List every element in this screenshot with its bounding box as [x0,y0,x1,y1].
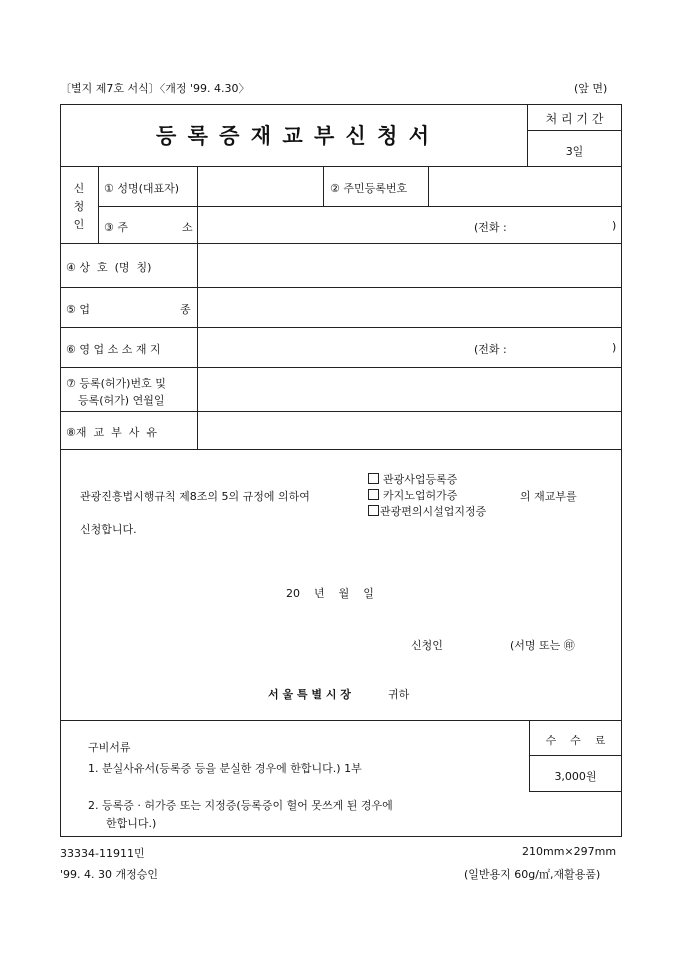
option-convenience-facility[interactable] [368,503,486,519]
address-field[interactable] [199,208,469,242]
approval-date: '99. 4. 30 개정승인 [60,868,159,881]
name-field[interactable] [199,168,322,205]
addressee-suffix: 귀하 [388,688,410,701]
option-casino[interactable] [368,487,457,503]
checkbox-convenience-facility[interactable] [368,505,379,516]
required-documents-title: 구비서류 [88,741,131,754]
form-code: 33334-11911민 [60,847,145,860]
registration-number-label: ⑦ 등록(허가)번호 및 [66,377,166,390]
name-label: ① 성명(대표자) [104,182,180,195]
trade-name-field[interactable] [199,245,619,285]
paper-size: 210mm×297mm [522,845,617,858]
business-type-label-suffix: 종 [180,303,191,316]
form-title: 등 록 증 재 교 부 신 청 서 [155,123,432,148]
address-phone-label: (전화 : [474,221,507,234]
statement-text: 관광진흥법시행규칙 제8조의 5의 규정에 의하여 [80,490,310,503]
applicant-group-label-1: 신 [73,182,85,195]
fee-value: 3,000원 [554,770,597,783]
reissue-reason-field[interactable] [199,413,619,447]
address-label-suffix: 소 [182,221,193,234]
paper-type: (일반용지 60g/㎡,재활용품) [464,868,601,881]
option-tourism-business-label: 관광사업등록증 [383,473,458,486]
option-convenience-facility-label: 관광편의시설업지정증 [380,505,487,518]
required-document-2: 2. 등록증 · 허가증 또는 지정증(등록증이 헐어 못쓰게 된 경우에 [88,799,393,812]
location-label: ⑥ 영 업 소 소 재 지 [66,343,161,356]
required-document-1: 1. 분실사유서(등록증 등을 분실한 경우에 한합니다.) 1부 [88,762,362,775]
checkbox-tourism-business[interactable] [368,473,379,484]
location-phone-close: ) [612,341,617,354]
required-document-2-cont: 한합니다.) [106,817,157,830]
addressee: 서 울 특 별 시 장 [268,688,351,701]
processing-period-value: 3일 [565,145,584,158]
location-field[interactable] [199,329,469,365]
page-side-label: (앞 면) [574,82,608,95]
statement-apply: 신청합니다. [80,523,137,536]
trade-name-label: ④ 상 호 (명 칭) [66,261,152,274]
statement-reissue: 의 재교부를 [520,490,577,503]
option-tourism-business[interactable] [368,471,457,487]
business-type-field[interactable] [199,289,619,325]
application-date: 20 년 월 일 [286,587,374,600]
address-phone-close: ) [612,219,617,232]
applicant-group-label-3: 인 [73,218,85,231]
rrn-label: ② 주민등록번호 [330,182,408,195]
registration-date-label: 등록(허가) 연월일 [78,394,165,407]
checkbox-casino[interactable] [368,489,379,500]
address-label: ③ 주 [104,221,128,234]
applicant-group-label-2: 청 [73,200,85,213]
rrn-field[interactable] [430,168,620,205]
form-number: 〔별지 제7호 서식〕〈개정 '99. 4.30〉 [60,82,250,95]
reissue-reason-label: ⑧재 교 부 사 유 [66,426,157,439]
option-casino-label: 카지노업허가증 [383,489,458,502]
location-phone-label: (전화 : [474,343,507,356]
registration-field[interactable] [199,369,619,409]
fee-label: 수 수 료 [545,734,606,747]
applicant-signature-label: 신청인 [411,639,443,652]
processing-period-label: 처 리 기 간 [545,112,604,126]
business-type-label: ⑤ 업 [66,303,90,316]
signature-note: (서명 또는 ㊞ [510,639,575,652]
